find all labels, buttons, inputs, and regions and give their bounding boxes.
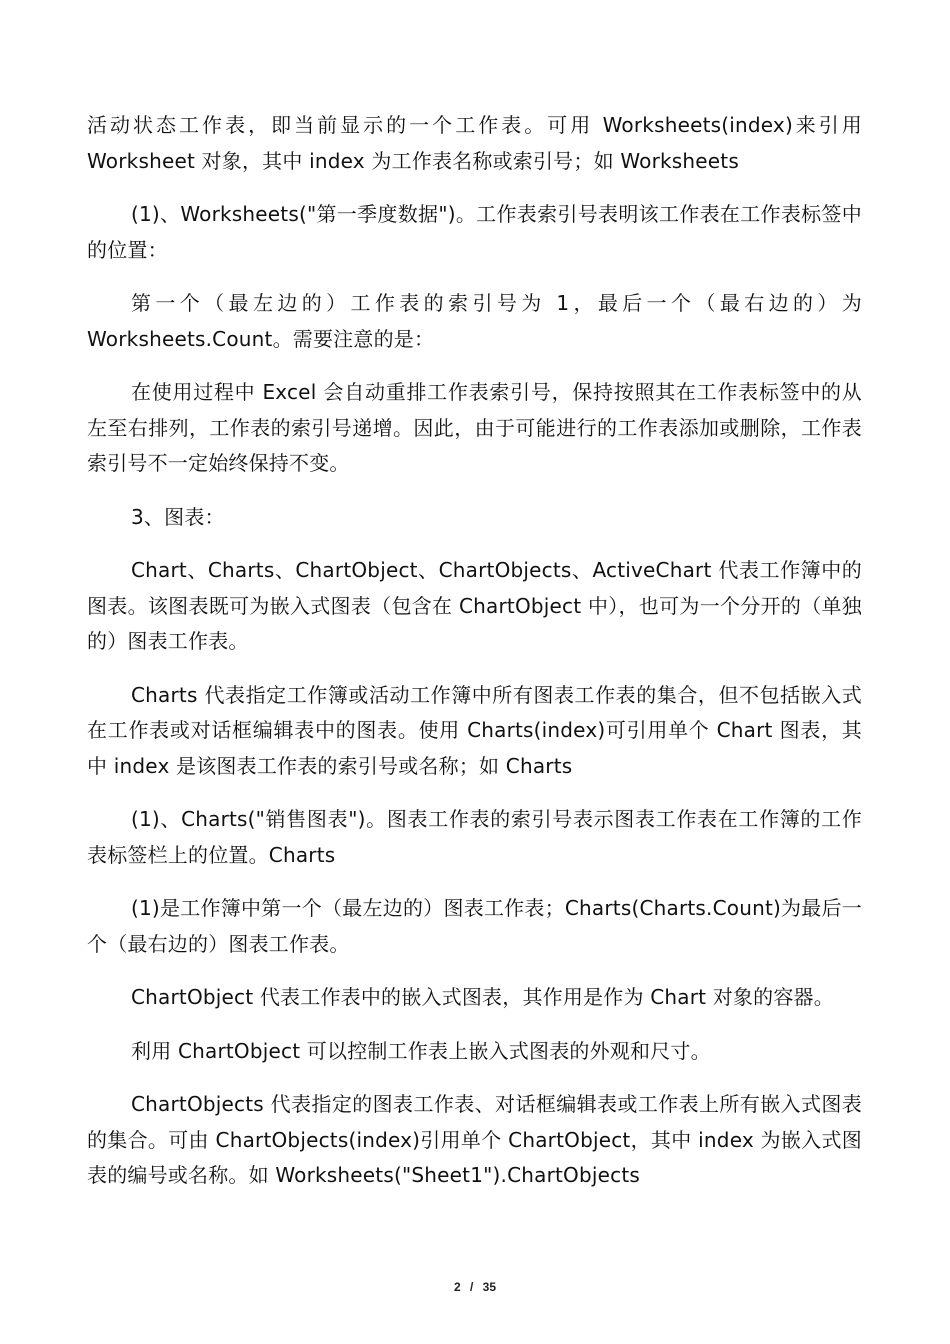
- section-heading: 3、图表：: [131, 504, 225, 529]
- page-number-separator: /: [469, 1280, 474, 1294]
- paragraph: (1)、Worksheets("第一季度数据")。工作表索引号表明该工作表在工作表标签中的位置：: [87, 202, 862, 262]
- paragraph: (1)、Charts("销售图表")。图表工作表的索引号表示图表工作表在工作簿的工作表标签栏上的位置。Charts: [87, 807, 862, 867]
- paragraph: 在使用过程中 Excel 会自动重排工作表索引号，保持按照其在工作表标签中的从左至右排列，工作表的索引号递增。因此，由于可能进行的工作表添加或删除，工作表索引号不一定始终保持不变。: [87, 380, 862, 475]
- page-number-footer: [0, 1280, 950, 1294]
- paragraph: Chart、Charts、ChartObject、ChartObjects、ActiveChart 代表工作簿中的图表。该图表既可为嵌入式图表（包含在 ChartObject 中），也可为一个分开的（单独的）图表工作表。: [87, 558, 862, 653]
- paragraph: ChartObjects 代表指定的图表工作表、对话框编辑表或工作表上所有嵌入式图表的集合。可由 ChartObjects(index)引用单个 ChartObject，其中 index 为嵌入式图表的编号或名称。如 Worksheets("Sheet1").ChartObjects: [87, 1092, 862, 1187]
- document-body: [87, 108, 862, 1212]
- paragraph: ChartObject 代表工作表中的嵌入式图表，其作用是作为 Chart 对象的容器。: [131, 985, 834, 1009]
- paragraph: (1)是工作簿中第一个（最左边的）图表工作表；Charts(Charts.Count)为最后一个（最右边的）图表工作表。: [87, 896, 862, 956]
- current-page-number: 2: [453, 1280, 461, 1294]
- paragraph: 活动状态工作表，即当前显示的一个工作表。可用 Worksheets(index)来引用 Worksheet 对象，其中 index 为工作表名称或索引号；如 Worksheets: [87, 113, 862, 173]
- paragraph: 第一个（最左边的）工作表的索引号为 1，最后一个（最右边的）为 Worksheets.Count。需要注意的是：: [87, 291, 862, 351]
- paragraph: 利用 ChartObject 可以控制工作表上嵌入式图表的外观和尺寸。: [131, 1038, 711, 1063]
- paragraph: Charts 代表指定工作簿或活动工作簿中所有图表工作表的集合，但不包括嵌入式在工作表或对话框编辑表中的图表。使用 Charts(index)可引用单个 Chart 图表，其中 index 是该图表工作表的索引号或名称；如 Charts: [87, 682, 862, 778]
- total-pages-number: 35: [482, 1280, 497, 1294]
